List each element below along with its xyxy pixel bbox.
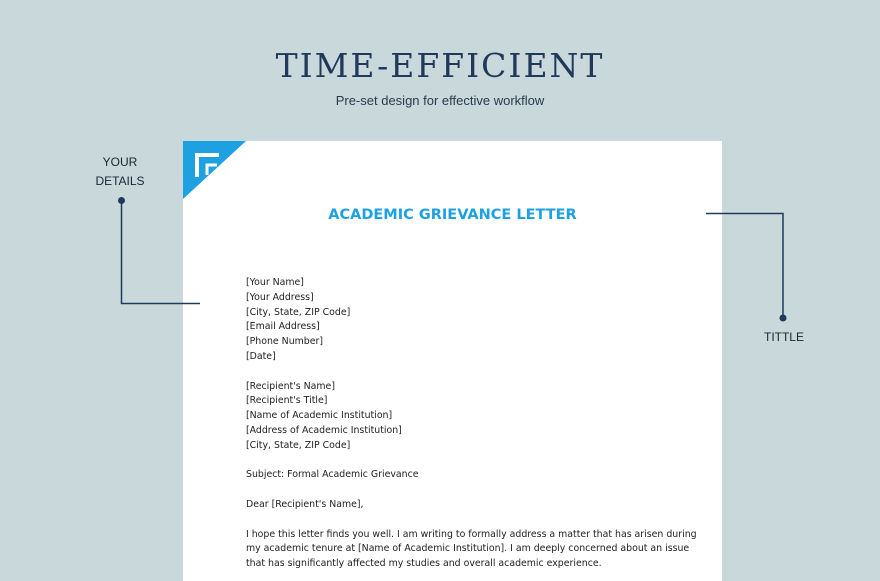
sender-line: [Your Name] [246, 277, 304, 288]
page-headline: TIME-EFFICIENT [275, 46, 605, 85]
your-details-callout-line1: YOUR [102, 155, 138, 169]
paragraph-line: I hope this letter finds you well. I am writing to formally address a matter that has arisen during [246, 528, 697, 540]
title-callout: TITTLE [763, 330, 804, 344]
subject-line: Subject: Formal Academic Grievance [246, 469, 419, 481]
title-connector-dot [780, 315, 787, 322]
recipient-line: [Recipient's Name] [246, 380, 335, 392]
sender-line: [City, State, ZIP Code] [246, 306, 351, 318]
recipient-line: [Recipient's Title] [246, 395, 328, 407]
details-connector-line [122, 201, 201, 304]
paragraph-line: my academic tenure at [Name of Academic Institution]. I am deeply concerned about an issue [246, 543, 690, 555]
sender-line: [Email Address] [246, 321, 320, 333]
document-title: ACADEMIC GRIEVANCE LETTER [328, 207, 577, 223]
sender-line: [Phone Number] [246, 336, 323, 348]
recipient-line: [Address of Academic Institution] [246, 424, 402, 436]
recipient-line: [Name of Academic Institution] [246, 410, 393, 422]
your-details-callout-line2: DETAILS [95, 174, 145, 188]
recipient-line: [City, State, ZIP Code] [246, 439, 351, 451]
page-subheadline: Pre-set design for effective workflow [335, 93, 545, 108]
title-connector-line [706, 214, 783, 319]
salutation: Dear [Recipient's Name], [246, 498, 364, 510]
paragraph-line: that has significantly affected my studies and overall academic experience. [246, 558, 602, 570]
sender-line: [Date] [246, 350, 276, 362]
sender-line: [Your Address] [246, 291, 314, 303]
